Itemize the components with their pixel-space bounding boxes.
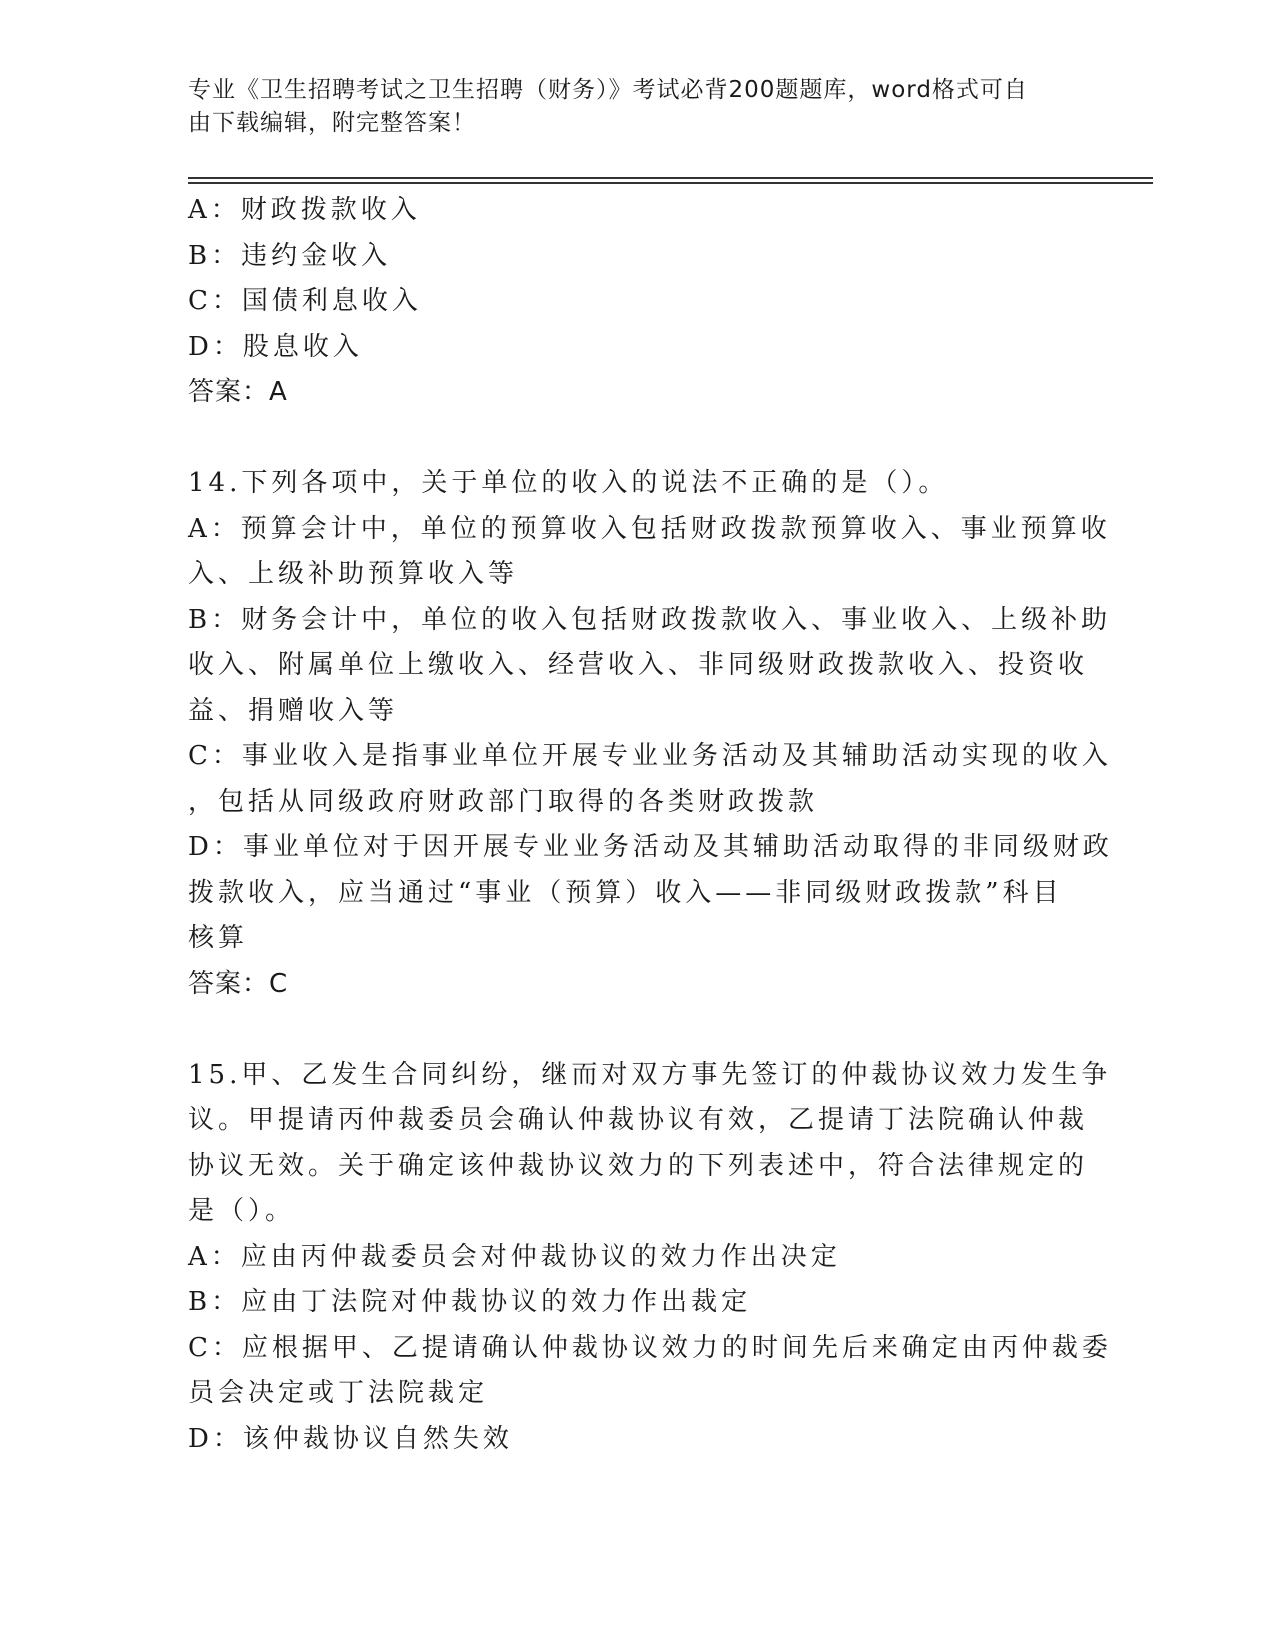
option-c-line-2: 员会决定或丁法院裁定 (188, 1378, 489, 1408)
option-a-line-2: 入、上级补助预算收入等 (188, 559, 519, 589)
header-title-line-1: 专业《卫生招聘考试之卫生招聘（财务）》考试必背200题题库，word格式可自 (188, 77, 1028, 103)
option-a: A：应由丙仲裁委员会对仲裁协议的效力作出决定 (188, 1241, 841, 1272)
option-b-line-3: 益、捐赠收入等 (188, 695, 399, 726)
answer-line: 答案：C (188, 968, 289, 999)
header-divider-bottom (188, 182, 1153, 184)
document-header (188, 74, 1068, 140)
option-a: A：财政拨款收入 (188, 195, 421, 225)
question-15 (188, 1053, 1112, 1463)
option-a-line-1: A：预算会计中，单位的预算收入包括财政拨款预算收入、事业预算收 (188, 513, 1111, 544)
spacer (188, 416, 1088, 462)
option-d-line-2: 拨款收入，应当通过“事业（预算）收入——非同级财政拨款”科目 (188, 877, 1063, 908)
option-d: D：该仲裁协议自然失效 (188, 1423, 513, 1454)
option-b-line-1: B：财务会计中，单位的收入包括财政拨款收入、事业收入、上级补助 (188, 604, 1112, 635)
option-c: C：国债利息收入 (188, 286, 422, 316)
question-stem: 14.下列各项中，关于单位的收入的说法不正确的是（）。 (188, 468, 949, 498)
option-b: B：违约金收入 (188, 240, 392, 271)
question-14 (188, 461, 1113, 1007)
document-body (188, 188, 1113, 1462)
option-d: D：股息收入 (188, 331, 363, 362)
option-c-line-1: C：事业收入是指事业单位开展专业业务活动及其辅助活动实现的收入 (188, 741, 1112, 771)
answer-line: 答案：A (188, 377, 288, 407)
header-title-line-2: 由下载编辑，附完整答案！ (188, 110, 476, 136)
option-b-line-2: 收入、附属单位上缴收入、经营收入、非同级财政拨款收入、投资收 (188, 650, 1089, 680)
option-d-line-1: D：事业单位对于因开展专业业务活动及其辅助活动取得的非同级财政 (188, 832, 1113, 862)
question-stem-line-4: 是（）。 (188, 1196, 296, 1226)
option-c-line-2: ，包括从同级政府财政部门取得的各类财政拨款 (188, 786, 819, 817)
question-stem-line-1: 15.甲、乙发生合同纠纷，继而对双方事先签订的仲裁协议效力发生争 (188, 1059, 1112, 1090)
question-stem-line-3: 协议无效。关于确定该仲裁协议效力的下列表述中，符合法律规定的 (188, 1150, 1089, 1181)
option-d-line-3: 核算 (188, 923, 249, 953)
option-c-line-1: C：应根据甲、乙提请确认仲裁协议效力的时间先后来确定由丙仲裁委 (188, 1332, 1112, 1363)
question-stem-line-2: 议。甲提请丙仲裁委员会确认仲裁协议有效，乙提请丁法院确认仲裁 (188, 1105, 1089, 1135)
option-b: B：应由丁法院对仲裁协议的效力作出裁定 (188, 1287, 752, 1317)
previous-question (188, 188, 1088, 416)
header-divider-top (188, 177, 1153, 179)
spacer (188, 1007, 1088, 1053)
